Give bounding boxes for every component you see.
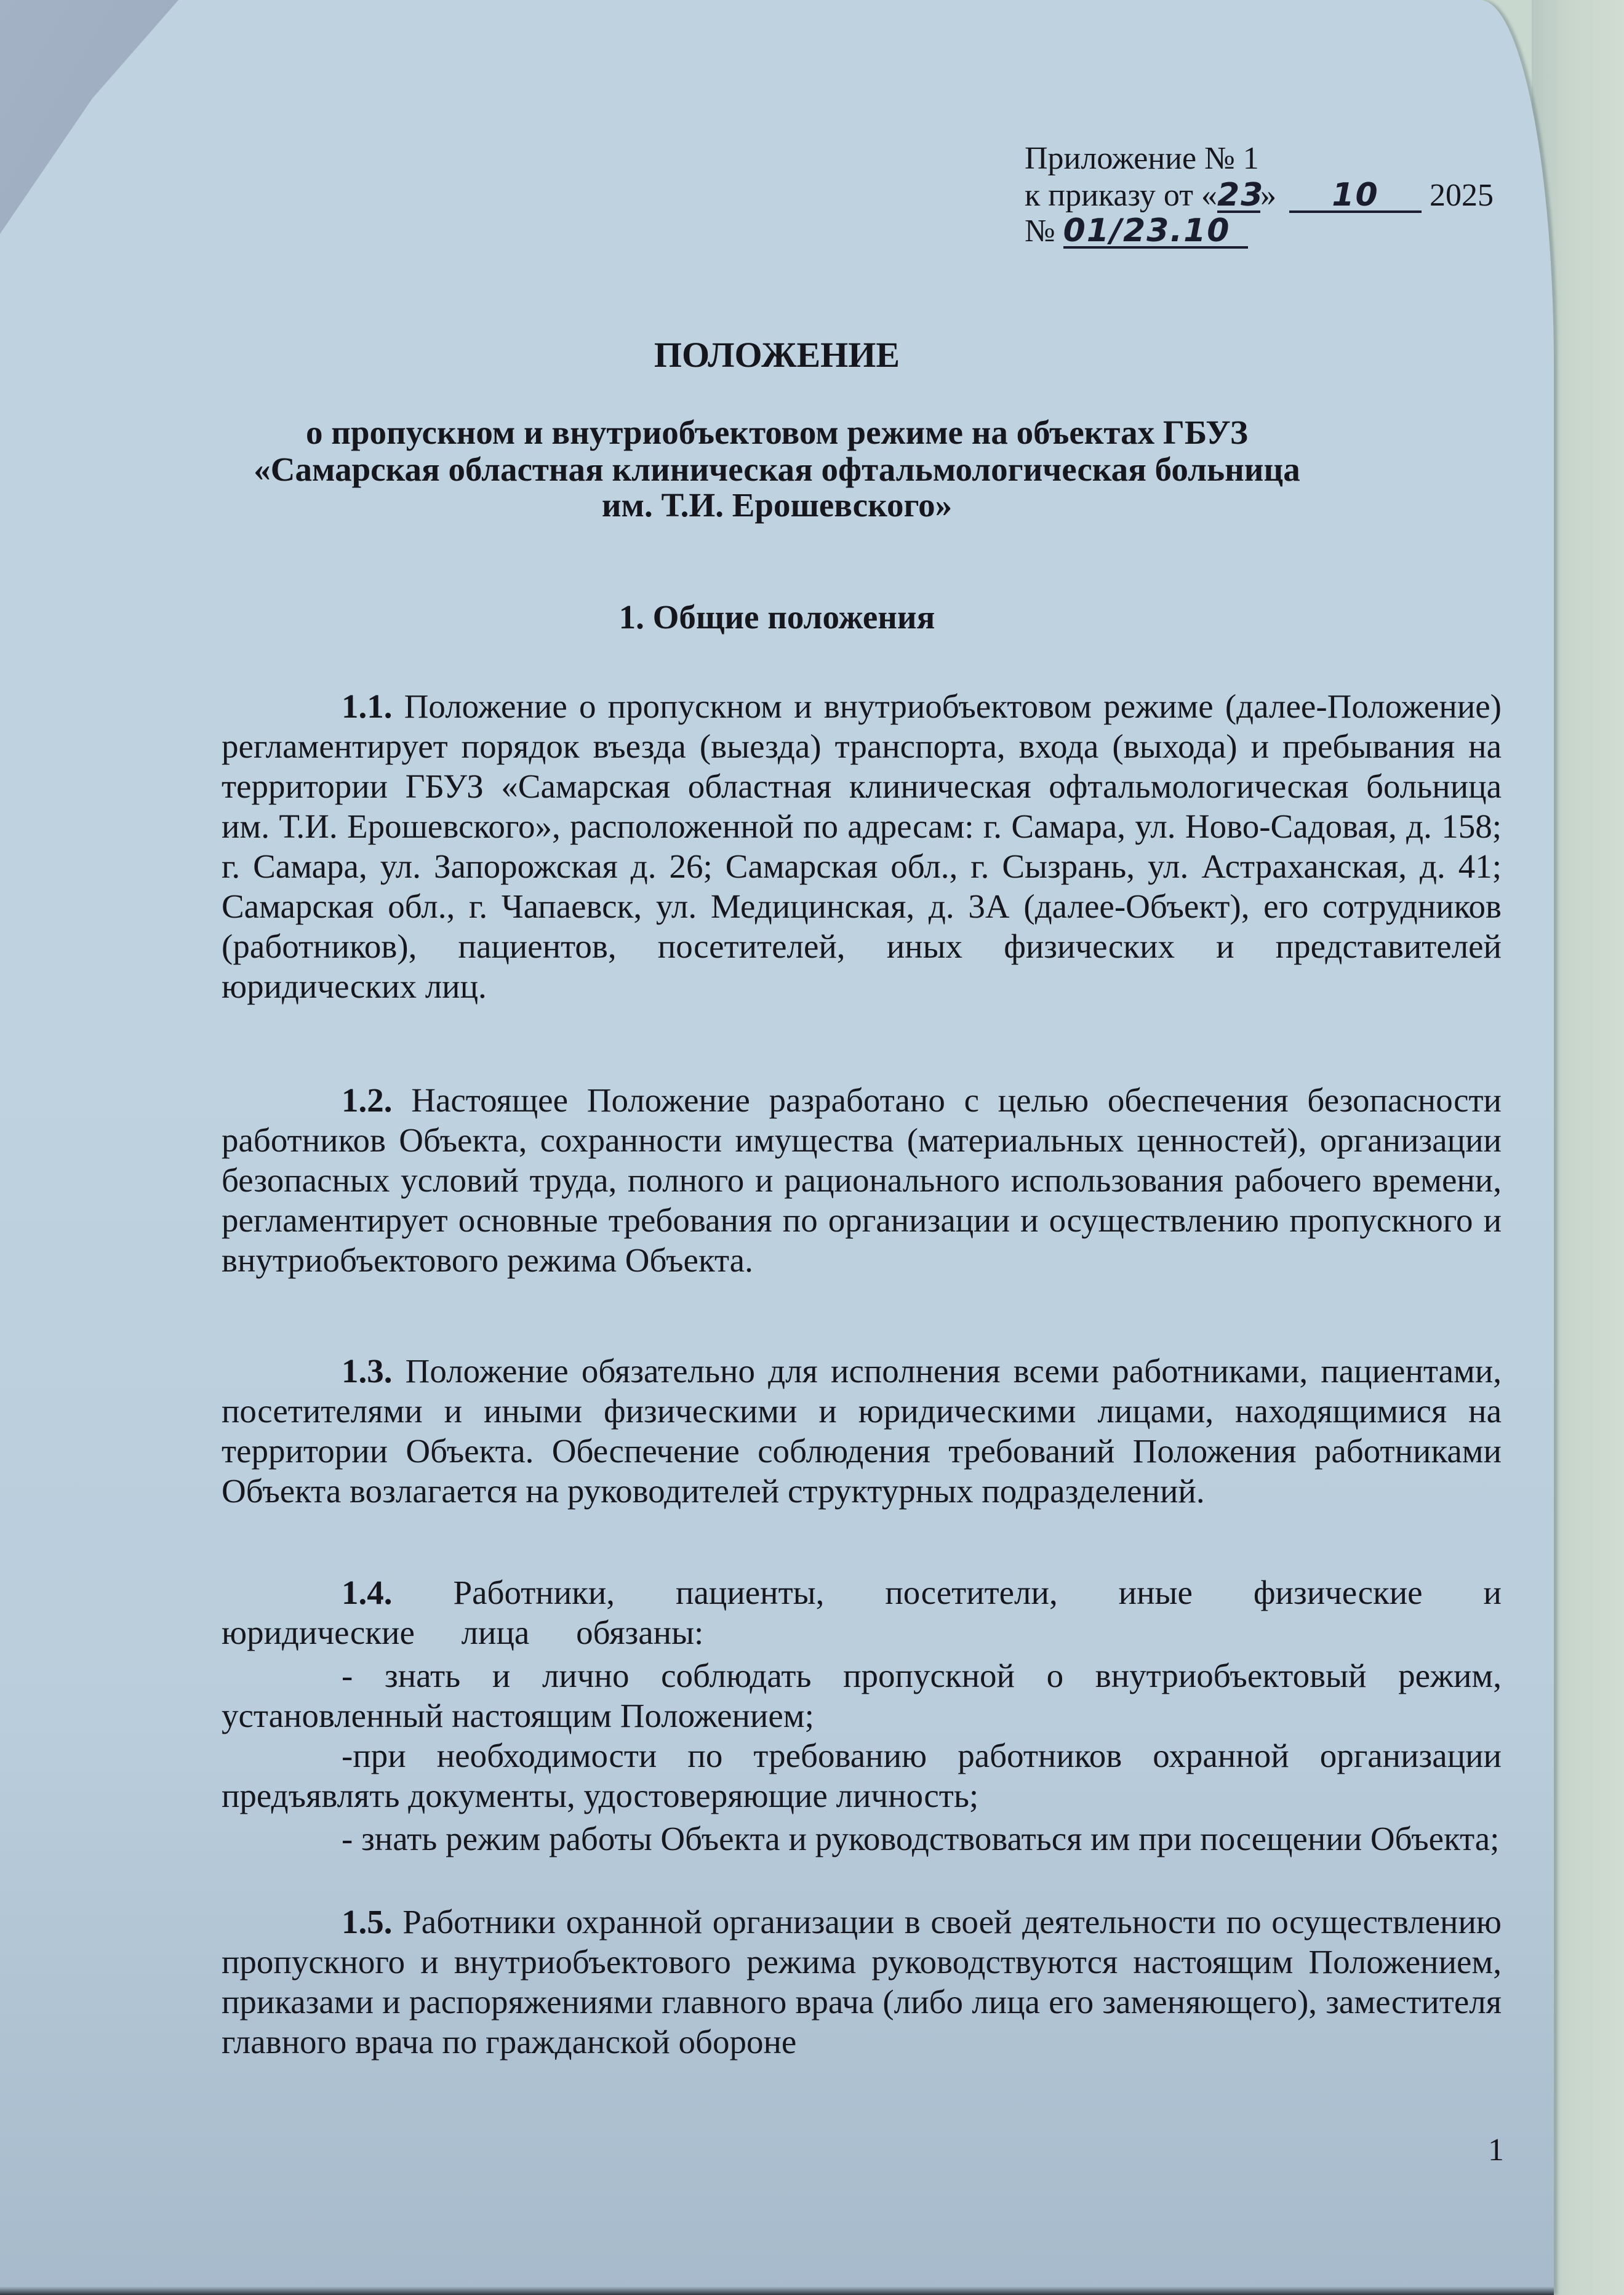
paragraph-text: Положение о пропускном и внутриобъектовом режиме (далее-Положение) регламентирует порядок въезда (выезда) транспорта, входа (выхода) и пребывания на территории ГБУЗ «Самарская областная клиническая офтальмологическая больница им. Т.И. Ерошевского», расположенной по адресам: г. Самара, ул. Ново-Садовая, д. 158; г. Самара, ул. Запорожская д. 26; Самарская обл., г. Сызрань, ул. Астраханская, д. 41; Самарская обл., г. Чапаевск, ул. Медицинская, д. 3А (далее-Объект), его сотрудников (работников), пациентов, посетителей, иных физических и представителей юридических лиц. <box>222 687 1502 1005</box>
order-year: 2025 <box>1429 178 1494 213</box>
paragraph-number: 1.4. <box>342 1574 393 1611</box>
paragraph-text: Работники, пациенты, посетители, иные физические и юридические лица обязаны: <box>222 1574 1502 1651</box>
order-day-close: » <box>1260 178 1276 213</box>
paragraph-text: Работники охранной организации в своей деятельности по осуществлению пропускного и внутриобъектового режима руководствуются настоящим Положением, приказами и распоряжениями главного врача (либо лица его заменяющего), заместителя главного врача по гражданской обороне <box>222 1903 1502 2061</box>
appendix-label: Приложение № 1 <box>1025 141 1259 176</box>
number-label: № <box>1025 214 1055 249</box>
order-number: 01/23.10 <box>1063 216 1248 249</box>
paragraph-number: 1.2. <box>342 1081 393 1119</box>
order-number-line <box>1025 212 1248 249</box>
page-bottom-edge <box>0 2286 1554 2295</box>
list-item: - знать и лично соблюдать пропускной о внутриобъектовый режим, установленный настоящим Положением; <box>222 1657 1502 1734</box>
paragraph-number: 1.5. <box>342 1903 393 1941</box>
page-number: 1 <box>1488 2133 1504 2168</box>
order-day: 23 <box>1217 177 1265 214</box>
fold-edge-shadow <box>0 0 185 246</box>
paragraph-1-3 <box>222 1351 1502 1511</box>
paragraph-1-4 <box>222 1572 1502 1652</box>
paragraph-text: Положение обязательно для исполнения всеми работниками, пациентами, посетителями и иными физическими и юридическими лицами, находящимися на территории Объекта. Обеспечение соблюдения требований Положения работниками Объекта возлагается на руководителей структурных подразделений. <box>222 1352 1502 1510</box>
order-date-line <box>1025 177 1494 214</box>
order-month: 10 <box>1289 180 1422 213</box>
paragraph-1-5 <box>222 1902 1502 2062</box>
list-item: - знать режим работы Объекта и руководствоваться им при посещении Объекта; <box>342 1820 1500 1857</box>
document-title: ПОЛОЖЕНИЕ <box>654 335 900 375</box>
subtitle-line-2: «Самарская областная клиническая офтальмологическая больница <box>254 451 1300 488</box>
subtitle-line-3: им. Т.И. Ерошевского» <box>601 486 953 524</box>
list-item: -при необходимости по требованию работников охранной организации предъявлять документы, удостоверяющие личность; <box>222 1737 1502 1814</box>
order-prefix: к приказу от « <box>1025 178 1217 213</box>
paragraph-1-1 <box>222 686 1502 1006</box>
paragraph-text: Настоящее Положение разработано с целью обеспечения безопасности работников Объекта, сохранности имущества (материальных ценностей), организации безопасных условий труда, полного и рационального использования рабочего времени, регламентирует основные требования по организации и осуществлению пропускного и внутриобъектового режима Объекта. <box>222 1081 1502 1279</box>
paragraph-number: 1.3. <box>342 1352 393 1390</box>
subtitle-line-1: о пропускном и внутриобъектовом режиме на объектах ГБУЗ <box>306 414 1248 451</box>
paragraph-1-2 <box>222 1080 1502 1280</box>
paragraph-number: 1.1. <box>342 687 393 725</box>
section-heading: 1. Общие положения <box>618 598 935 636</box>
